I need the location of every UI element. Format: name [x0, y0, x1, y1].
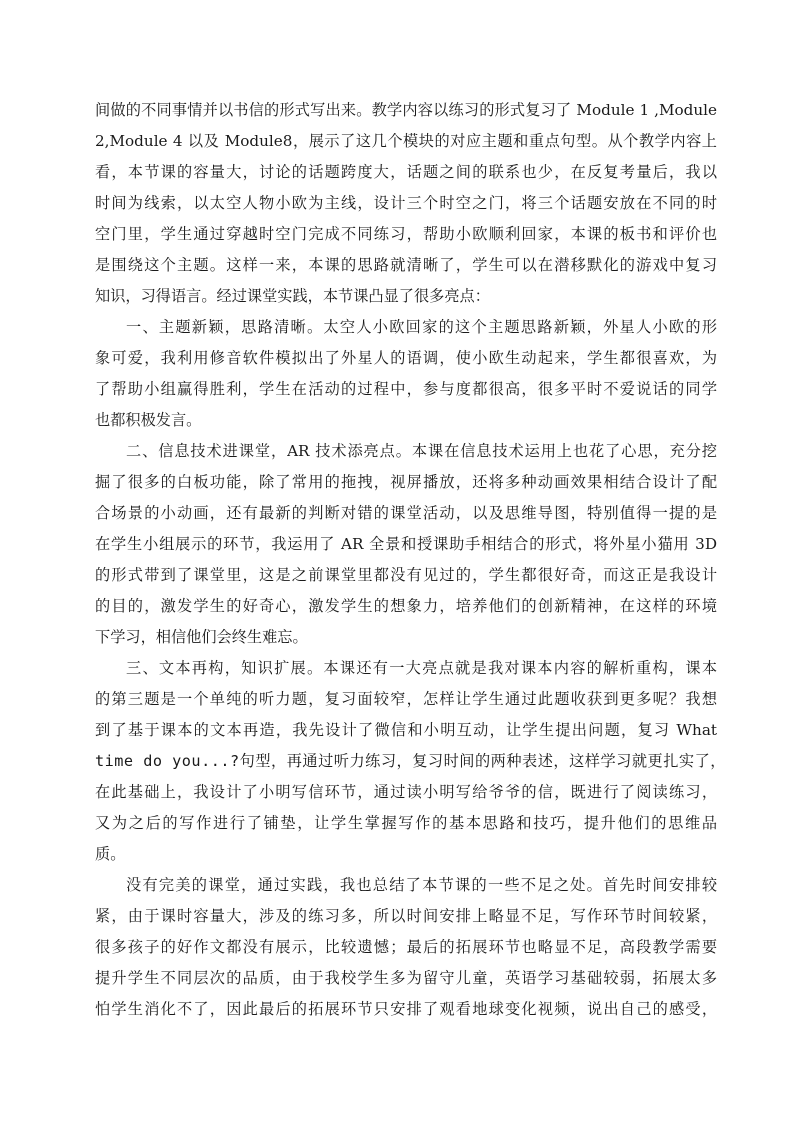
text-line: 时间为线索，以太空人物小欧为主线，设计三个时空之门，将三个话题安放在不同的时	[95, 194, 717, 212]
text-line: 又为之后的写作进行了铺垫，让学生掌握写作的基本思路和技巧，提升他们的思维品	[95, 814, 717, 832]
text-line: 知识，习得语言。经过课堂实践，本节课凸显了很多亮点：	[95, 287, 490, 305]
text-line: 的第三题是一个单纯的听力题，复习面较窄，怎样让学生通过此题收获到更多呢？我想	[95, 690, 717, 708]
text-line: 提升学生不同层次的品质，由于我校学生多为留守儿童，英语学习基础较弱，拓展太多	[95, 969, 717, 987]
text-line: 是围绕这个主题。这样一来，本课的思路就清晰了，学生可以在潜移默化的游戏中复习	[95, 256, 717, 274]
text-line: 质。	[95, 845, 126, 863]
text-line: 紧，由于课时容量大，涉及的练习多，所以时间安排上略显不足，写作环节时间较紧，	[95, 907, 717, 925]
text-line: 很多孩子的好作文都没有展示，比较遗憾；最后的拓展环节也略显不足，高段教学需要	[95, 938, 717, 956]
text-line: 象可爱，我利用修音软件模拟出了外星人的语调，使小欧生动起来，学生都很喜欢，为	[95, 349, 717, 367]
text-line: time do you...?句型，再通过听力练习，复习时间的两种表述，这样学习就更扎实了，	[95, 752, 726, 770]
text-line: 2,Module 4 以及 Module8，展示了这几个模块的对应主题和重点句型。从个教学内容上	[95, 132, 717, 150]
text-line: 了帮助小组赢得胜利，学生在活动的过程中，参与度都很高，很多平时不爱说话的同学	[95, 380, 717, 398]
text-line: 下学习，相信他们会终生难忘。	[95, 628, 308, 646]
text-line: 掘了很多的白板功能，除了常用的拖拽，视屏播放，还将多种动画效果相结合设计了配	[95, 473, 717, 491]
document-body	[95, 95, 726, 1025]
paragraph-heading-line: 二、信息技术进课堂，AR 技术添亮点。本课在信息技术运用上也花了心思，充分挖	[126, 442, 717, 460]
text-line: 也都积极发言。	[95, 411, 202, 429]
text-line: 空门里，学生通过穿越时空门完成不同练习，帮助小欧顺利回家，本课的板书和评价也	[95, 225, 717, 243]
text-line: 合场景的小动画，还有最新的判断对错的课堂活动，以及思维导图，特别值得一提的是	[95, 504, 717, 522]
paragraph-heading-line: 一、主题新颖，思路清晰。太空人小欧回家的这个主题思路新颖，外星人小欧的形	[126, 318, 717, 336]
paragraph-heading-line: 没有完美的课堂，通过实践，我也总结了本节课的一些不足之处。首先时间安排较	[126, 876, 717, 894]
text-line: 看，本节课的容量大，讨论的话题跨度大，话题之间的联系也少，在反复考量后，我以	[95, 163, 717, 181]
text-line: 在此基础上，我设计了小明写信环节，通过读小明写给爷爷的信，既进行了阅读练习，	[95, 783, 717, 801]
text-line: 间做的不同事情并以书信的形式写出来。教学内容以练习的形式复习了 Module 1 ,Module	[95, 101, 717, 119]
text-line: 的目的，激发学生的好奇心，激发学生的想象力，培养他们的创新精神，在这样的环境	[95, 597, 717, 615]
text-line: 的形式带到了课堂里，这是之前课堂里都没有见过的，学生都很好奇，而这正是我设计	[95, 566, 717, 584]
text-line: 到了基于课本的文本再造，我先设计了微信和小明互动，让学生提出问题，复习 What	[95, 721, 717, 739]
text-line: 在学生小组展示的环节，我运用了 AR 全景和授课助手相结合的形式，将外星小猫用 3D	[95, 535, 717, 553]
text-line: 怕学生消化不了，因此最后的拓展环节只安排了观看地球变化视频，说出自己的感受，	[95, 1000, 717, 1018]
paragraph-heading-line: 三、文本再构，知识扩展。本课还有一大亮点就是我对课本内容的解析重构，课本	[126, 659, 717, 677]
